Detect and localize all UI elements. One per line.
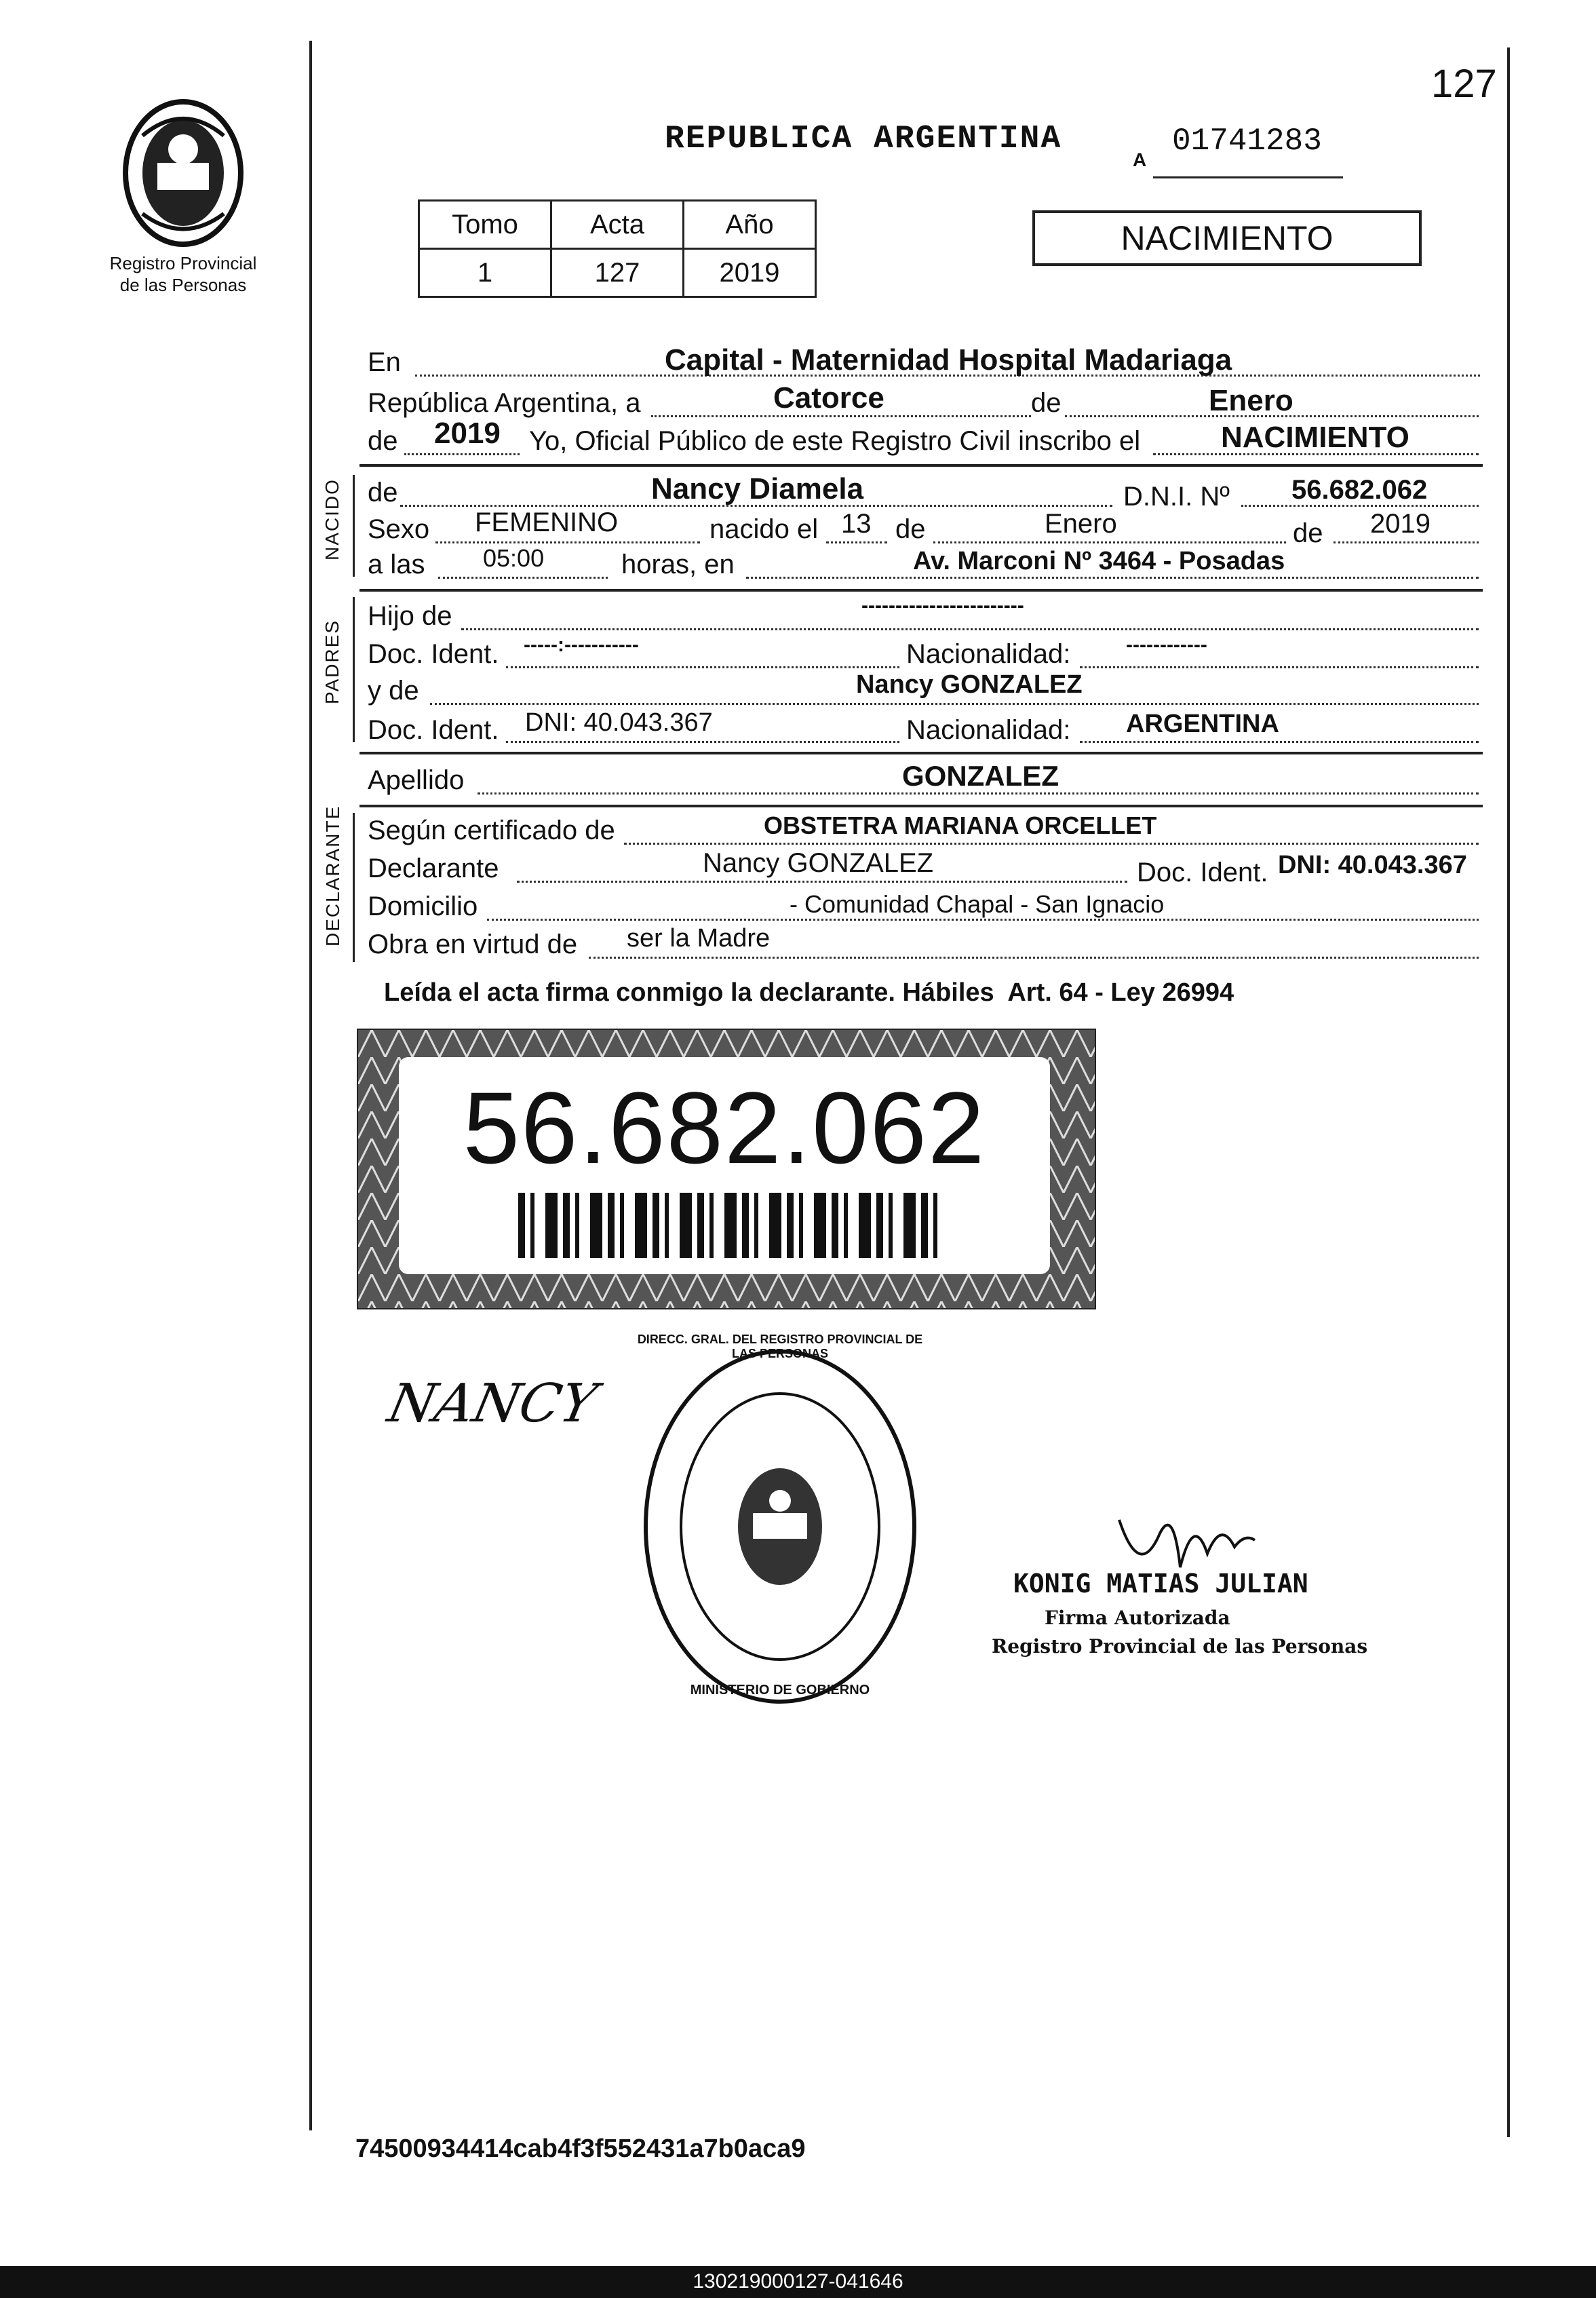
father-doc: -----:----------- xyxy=(524,634,639,656)
footer-bar xyxy=(0,2266,1596,2298)
table-value-ano: 2019 xyxy=(684,249,816,297)
nacido-de-label: de xyxy=(368,478,398,508)
birth-day-dots xyxy=(826,541,887,543)
father-doc-dots xyxy=(506,666,899,668)
seal-outer-text: DIRECC. GRAL. DEL REGISTRO PROVINCIAL DE LAS PERSONAS xyxy=(637,1333,923,1360)
declarant-address: - Comunidad Chapal - San Ignacio xyxy=(790,890,1165,918)
declarante-doc-label: Doc. Ident. xyxy=(1137,858,1268,887)
right-margin-rule xyxy=(1507,47,1510,2137)
handwritten-signature-left: NANCY xyxy=(383,1373,602,1434)
table-header-acta: Acta xyxy=(551,201,684,249)
birth-time: 05:00 xyxy=(483,544,545,572)
document-type-box: NACIMIENTO xyxy=(1032,210,1422,266)
domicilio-label: Domicilio xyxy=(368,892,478,921)
obra-label: Obra en virtud de xyxy=(368,930,578,959)
birth-address: Av. Marconi Nº 3464 - Posadas xyxy=(913,547,1285,575)
father-doc-label: Doc. Ident. xyxy=(368,639,499,669)
apellido-dots xyxy=(478,792,1479,794)
document-hash: 74500934414cab4f3f552431a7b0aca9 xyxy=(355,2134,806,2163)
cert-label: Según certificado de xyxy=(368,816,615,845)
dni-card-inner xyxy=(399,1057,1050,1274)
nacido-bracket xyxy=(353,475,355,577)
cert-dots xyxy=(624,843,1479,845)
serial-number: 01741283 xyxy=(1172,123,1322,159)
sexo-dots xyxy=(435,541,700,543)
birth-de-label: de xyxy=(895,514,926,544)
barcode xyxy=(518,1193,939,1258)
declarant-name: Nancy GONZALEZ xyxy=(703,848,934,878)
republic-label: República Argentina, a xyxy=(368,388,641,418)
official-title: Firma Autorizada xyxy=(1045,1607,1230,1629)
father-nationality: ------------ xyxy=(1126,634,1207,656)
dni-label: D.N.I. Nº xyxy=(1123,482,1230,512)
serial-underline xyxy=(1153,176,1343,178)
birth-place: Capital - Maternidad Hospital Madariaga xyxy=(665,343,1232,377)
section-divider-1 xyxy=(359,464,1483,467)
obra-value: ser la Madre xyxy=(627,924,771,953)
section-divider-4 xyxy=(359,805,1483,807)
horas-label: horas, en xyxy=(621,550,735,579)
left-margin-rule xyxy=(309,41,312,2130)
declarante-label: Declarante xyxy=(368,854,499,883)
logo-caption-line-2: de las Personas xyxy=(119,275,247,295)
nacido-section-label: NACIDO xyxy=(322,478,343,560)
mother-doc-dots xyxy=(506,741,899,743)
registry-table xyxy=(418,199,817,298)
father-dots xyxy=(461,628,1479,630)
domicilio-dots xyxy=(487,919,1479,921)
declarante-dots xyxy=(517,881,1127,883)
seal-inner-text: MINISTERIO DE GOBIERNO xyxy=(690,1683,870,1698)
table-header-ano: Año xyxy=(684,201,816,249)
mother-doc-label: Doc. Ident. xyxy=(368,715,499,745)
sexo-label: Sexo xyxy=(368,514,430,544)
birth-year-dots xyxy=(1334,541,1479,543)
mother-name: Nancy GONZALEZ xyxy=(856,670,1083,699)
official-org: Registro Provincial de las Personas xyxy=(992,1635,1368,1658)
apellido-label: Apellido xyxy=(368,765,465,795)
country-heading: REPUBLICA ARGENTINA xyxy=(665,121,1062,157)
registration-day: Catorce xyxy=(773,381,884,415)
en-label: En xyxy=(368,347,401,377)
page-number: 127 xyxy=(1431,62,1497,106)
logo-caption xyxy=(81,252,285,296)
declarante-bracket xyxy=(353,813,355,962)
alas-label: a las xyxy=(368,550,425,579)
birth-month: Enero xyxy=(1045,509,1117,539)
footer-code: 130219000127-041646 xyxy=(693,2270,903,2293)
surname: GONZALEZ xyxy=(902,760,1059,792)
closing-statement: Leída el acta firma conmigo la declarante. Hábiles Art. 64 - Ley 26994 xyxy=(384,978,1234,1007)
table-header-tomo: Tomo xyxy=(419,201,551,249)
padres-section-label: PADRES xyxy=(322,619,343,704)
official-seal xyxy=(637,1333,923,1710)
de-label: de xyxy=(1031,388,1062,418)
serial-prefix: A xyxy=(1133,149,1147,170)
father-nac-label: Nacionalidad: xyxy=(906,639,1071,669)
yde-label: y de xyxy=(368,676,419,706)
year-dots xyxy=(404,453,520,455)
father-name: ------------------------ xyxy=(861,594,1024,617)
registry-logo xyxy=(115,95,251,251)
hijo-label: Hijo de xyxy=(368,601,452,631)
table-value-acta: 127 xyxy=(551,249,684,297)
declarant-doc: DNI: 40.043.367 xyxy=(1278,851,1467,879)
officer-text: Yo, Oficial Público de este Registro Civil inscribo el xyxy=(529,426,1141,456)
mother-doc: DNI: 40.043.367 xyxy=(525,708,713,737)
dni-card xyxy=(357,1029,1096,1309)
coat-of-arms-icon xyxy=(115,95,251,251)
official-name: KONIG MATIAS JULIAN xyxy=(1013,1569,1308,1598)
certificate-issuer: OBSTETRA MARIANA ORCELLET xyxy=(764,811,1157,839)
registration-year: 2019 xyxy=(434,417,501,450)
birth-year: 2019 xyxy=(1370,509,1430,539)
section-divider-3 xyxy=(359,752,1483,754)
mother-nac-dots xyxy=(1080,741,1479,743)
seal-stamp-icon xyxy=(638,1343,922,1710)
child-sex: FEMENINO xyxy=(475,508,619,537)
nacido-el-label: nacido el xyxy=(709,514,819,544)
padres-bracket xyxy=(353,597,355,742)
birth-month-dots xyxy=(933,541,1286,543)
dni-card-number: 56.682.062 xyxy=(463,1071,986,1185)
address-dots xyxy=(746,577,1479,579)
mother-nac-label: Nacionalidad: xyxy=(906,715,1071,745)
declarante-section-label: DECLARANTE xyxy=(322,805,343,946)
table-value-tomo: 1 xyxy=(419,249,551,297)
time-dots xyxy=(438,577,608,579)
child-dni: 56.682.062 xyxy=(1291,475,1428,505)
de2-label: de xyxy=(368,426,398,456)
obra-dots xyxy=(589,957,1479,959)
registration-month: Enero xyxy=(1209,384,1293,417)
logo-caption-line-1: Registro Provincial xyxy=(109,253,257,273)
father-nac-dots xyxy=(1080,666,1479,668)
day-dots xyxy=(651,415,1031,417)
mother-nationality: ARGENTINA xyxy=(1126,710,1279,738)
mother-dots xyxy=(430,703,1479,705)
birth-day: 13 xyxy=(841,509,872,539)
section-divider-2 xyxy=(359,589,1483,592)
event-type: NACIMIENTO xyxy=(1221,421,1409,454)
child-name: Nancy Diamela xyxy=(651,472,864,505)
birth-de-label-2: de xyxy=(1293,518,1323,548)
